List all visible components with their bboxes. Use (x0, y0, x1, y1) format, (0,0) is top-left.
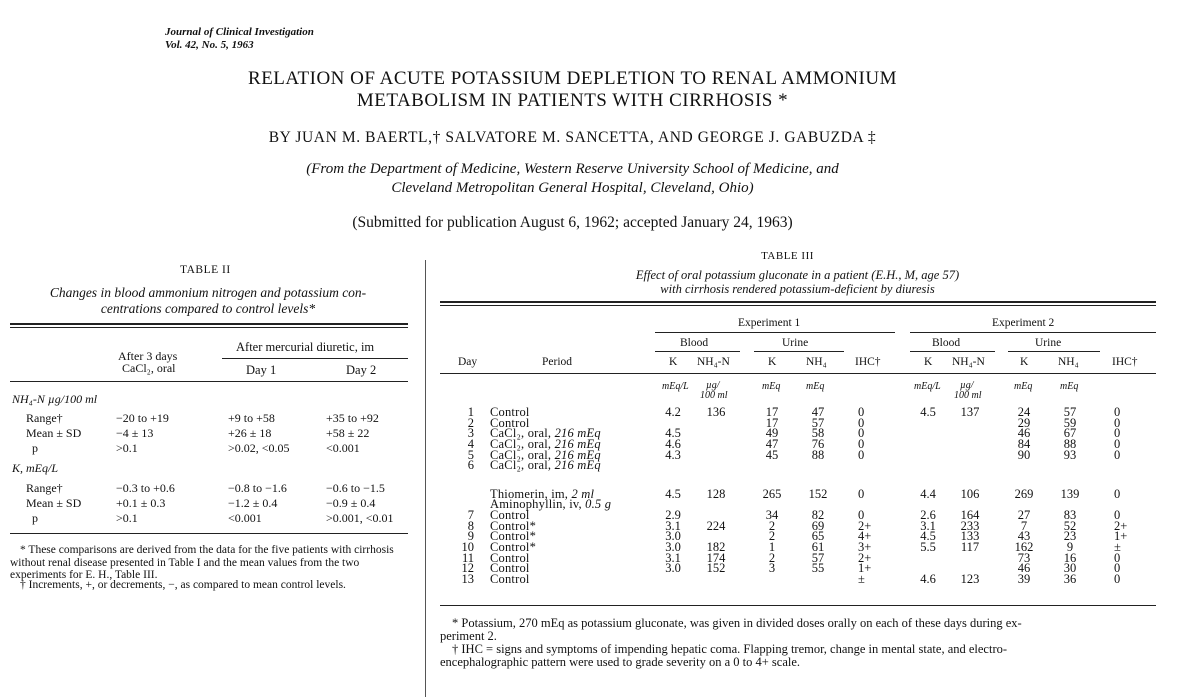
t3-e1-urine-nh4: 47 (811, 405, 825, 419)
t3-e1-urine-k: 2 (768, 518, 776, 533)
column-divider (425, 260, 426, 697)
journal-citation (165, 26, 314, 52)
t3-e1-blood-nh4n: 128 (706, 486, 726, 501)
t3-urine2-rule (1008, 351, 1100, 352)
t3-day: 4 (467, 437, 474, 451)
table2-desc-line-1: Changes in blood ammonium nitrogen and potassium con- (49, 285, 367, 300)
t3-blood2: Blood (932, 337, 961, 349)
t3-e1-blood-k: 4.5 (665, 486, 681, 501)
t3-day: 10 (461, 540, 474, 554)
t3-e1-blood-k: 4.5 (665, 426, 681, 440)
t3-unit: mEq/L (662, 381, 689, 392)
t2-col-after: After 3 days (118, 349, 178, 363)
t3-col-ihc: IHC† (855, 356, 881, 368)
table3-description (440, 268, 1155, 296)
t3-col-nh4n: NH₄-N (952, 356, 985, 368)
t3-unit: 100 ml (700, 390, 728, 401)
t2-cell: −0.6 to −1.5 (326, 481, 385, 495)
t3-footnote-2-line-2: encephalographic pattern were used to grade severity on a 0 to 4+ scale. (440, 655, 801, 669)
t3-day: 9 (467, 529, 474, 543)
t3-e1-ihc: 4+ (858, 529, 872, 543)
t3-e1-urine-k: 47 (765, 437, 779, 451)
t2-label: Mean ± SD (26, 496, 82, 510)
t3-e2-urine-k: 162 (1014, 540, 1034, 554)
t3-period: Control* (490, 518, 537, 533)
t2-header-rule (10, 381, 408, 382)
t3-e2-urine-k: 84 (1017, 437, 1031, 451)
t3-day: 8 (467, 518, 474, 533)
t3-e2-blood-nh4n: 117 (960, 540, 980, 554)
table2-top-rule (10, 323, 408, 325)
t3-day: 2 (467, 415, 474, 430)
t3-blood1: Blood (680, 337, 709, 349)
t3-col-nh4: NH₄ (1058, 356, 1079, 368)
t3-e1-ihc: 0 (858, 426, 865, 440)
t3-e2-urine-k: 39 (1017, 571, 1031, 586)
t3-e2-urine-nh4: 9 (1066, 540, 1074, 554)
t3-e1-blood-nh4n: 152 (706, 561, 726, 575)
t3-footnote-1 (440, 617, 1158, 669)
t2-cell: >0.1 (116, 511, 138, 525)
t2-cell: −4 ± 13 (116, 426, 154, 440)
t3-e2-blood-k: 3.1 (920, 518, 936, 533)
t3-e1-ihc: 3+ (858, 540, 872, 554)
t3-e1-ihc: 2+ (858, 518, 872, 533)
t2-footnote-2: † Increments, +, or decrements, −, as compared to mean control levels. (20, 579, 346, 591)
t3-col-k: K (924, 356, 933, 368)
t3-day: 3 (467, 426, 474, 440)
t3-e1-blood-k: 4.2 (665, 405, 681, 419)
t3-e1-urine-nh4: 55 (811, 561, 825, 575)
t3-e1-ihc: 1+ (858, 561, 872, 575)
t3-e2-blood-k: 5.5 (920, 540, 936, 554)
t3-e1-ihc: 0 (858, 415, 865, 430)
t3-day: 6 (467, 458, 474, 472)
t3-period: Control* (490, 540, 537, 554)
t3-period: CaCl₂, oral, 216 mEq (490, 447, 601, 462)
t2-col-day2: Day 2 (346, 363, 377, 377)
t3-unit: mEq (1014, 381, 1033, 392)
t2-col-mercurial: After mercurial diuretic, im (236, 340, 375, 354)
t3-e1-urine-nh4: 76 (811, 437, 825, 451)
submission-dates: (Submitted for publication August 6, 1962; accepted January 24, 1963) (352, 214, 793, 231)
t2-cell: −0.9 ± 0.4 (326, 496, 376, 510)
table2-desc-line-2: centrations compared to control levels* (100, 301, 316, 316)
t3-e2-urine-nh4: 59 (1063, 415, 1077, 430)
t3-e2-blood-nh4n: 233 (960, 518, 980, 533)
t3-period: CaCl₂, oral, 216 mEq (490, 458, 601, 472)
t3-e2-urine-nh4: 23 (1063, 529, 1077, 543)
affiliation-line-1: (From the Department of Medicine, Western Reserve University School of Medicine, and (306, 161, 839, 177)
journal-volume: Vol. 42, No. 5, 1963 (165, 39, 254, 51)
t3-e1-urine-nh4: 58 (811, 426, 825, 440)
t3-exp2-rule (910, 332, 1156, 333)
t3-e2-blood-k: 4.5 (920, 405, 936, 419)
t3-blood1-rule (655, 351, 740, 352)
t3-e2-urine-nh4: 57 (1063, 405, 1077, 419)
t3-e1-ihc: 0 (858, 437, 865, 451)
t3-e1-blood-nh4n: 174 (706, 550, 726, 565)
t3-e2-ihc: 2+ (1114, 518, 1128, 533)
t3-exp1: Experiment 1 (738, 317, 801, 329)
title-line-2: METABOLISM IN PATIENTS WITH CIRRHOSIS * (356, 90, 789, 111)
t3-e1-blood-k: 3.1 (665, 518, 681, 533)
t3-urine2: Urine (1035, 337, 1062, 349)
t3-e2-blood-nh4n: 133 (960, 529, 980, 543)
t3-period: Control (490, 571, 530, 586)
t3-e2-urine-nh4: 30 (1063, 561, 1077, 575)
t3-e1-urine-nh4: 69 (811, 518, 825, 533)
t3-e1-blood-k: 4.6 (665, 437, 681, 451)
t3-period: Control (490, 507, 530, 522)
table2-caption: TABLE II (180, 264, 231, 276)
t3-e1-urine-nh4: 65 (811, 529, 825, 543)
t2-cell: −0.3 to +0.6 (116, 481, 175, 495)
t3-e2-ihc: 0 (1114, 550, 1121, 565)
journal-name: Journal of Clinical Investigation (165, 26, 314, 38)
t3-e1-ihc: 2+ (858, 550, 872, 565)
t3-e2-ihc: ± (1114, 540, 1121, 554)
t3-e1-urine-k: 2 (768, 550, 776, 565)
t3-e2-ihc: 0 (1114, 507, 1121, 522)
table2-top-rule-thin (10, 327, 408, 328)
t3-col-k: K (1020, 356, 1029, 368)
t3-e2-urine-k: 46 (1017, 561, 1031, 575)
t3-e1-blood-k: 3.0 (665, 561, 681, 575)
t3-e1-urine-k: 1 (768, 540, 776, 554)
t3-e2-urine-nh4: 36 (1063, 571, 1077, 586)
t3-e1-urine-nh4: 57 (811, 550, 825, 565)
t3-e2-urine-k: 43 (1017, 529, 1031, 543)
t3-exp1-rule (655, 332, 895, 333)
t3-e1-ihc: 0 (858, 486, 865, 501)
t2-col-day1: Day 1 (246, 363, 277, 377)
t3-e1-blood-k: 2.9 (665, 507, 681, 522)
t3-col-nh4: NH₄ (806, 356, 827, 368)
t3-e1-urine-k: 3 (768, 561, 776, 575)
t2-footnote-1: * These comparisons are derived from the data for the five patients with cirrhosis without renal disease presented in Table I and the mean values from the two experiments for E. H., Table III. (10, 544, 394, 581)
t3-e2-urine-k: 90 (1017, 447, 1031, 462)
t3-e2-urine-nh4: 67 (1063, 426, 1077, 440)
t3-day: 1 (467, 405, 474, 419)
t3-period: Control (490, 550, 530, 565)
t3-e1-urine-nh4: 82 (811, 507, 825, 522)
t3-footnote-1-line-2: periment 2. (440, 629, 497, 643)
t2-col-after-2: CaCl₂, oral (122, 361, 176, 375)
t3-e1-blood-k: 4.3 (665, 447, 681, 462)
t2-cell: >0.1 (116, 441, 138, 455)
t3-unit: mEq (1060, 381, 1079, 392)
t3-e2-blood-k: 4.6 (920, 571, 936, 586)
t3-e1-blood-nh4n: 136 (706, 405, 726, 419)
t3-e2-urine-k: 46 (1017, 426, 1031, 440)
t3-day: 7 (467, 507, 474, 522)
t3-e1-urine-k: 265 (762, 486, 782, 501)
t2-cell: +9 to +58 (228, 411, 275, 425)
t3-blood2-rule (910, 351, 995, 352)
t3-e2-ihc: 0 (1114, 571, 1121, 586)
table3-desc-line-1: Effect of oral potassium gluconate in a patient (E.H., M, age 57) (635, 268, 960, 282)
t3-unit: mEq (806, 381, 825, 392)
t2-cell: >0.02, <0.05 (228, 441, 290, 455)
affiliation (0, 160, 1145, 198)
t3-e1-urine-nh4: 57 (811, 415, 825, 430)
t2-label: Range† (26, 481, 63, 495)
t2-bottom-rule (10, 533, 408, 534)
t3-e2-blood-k: 2.6 (920, 507, 936, 522)
t3-header-rule (440, 373, 1156, 374)
t2-cell: <0.001 (326, 441, 360, 455)
t3-col-k: K (768, 356, 777, 368)
t3-e1-urine-k: 45 (765, 447, 779, 462)
authors: BY JUAN M. BAERTL,† SALVATORE M. SANCETTA, AND GEORGE J. GABUZDA ‡ (268, 129, 877, 146)
t3-e2-urine-k: 73 (1017, 550, 1031, 565)
t3-e2-urine-nh4: 88 (1063, 437, 1077, 451)
t3-e1-ihc: 0 (858, 507, 865, 522)
table2-description (8, 285, 408, 317)
t3-day: 5 (467, 447, 474, 462)
t3-e2-ihc: 0 (1114, 447, 1121, 462)
t3-e2-blood-nh4n: 123 (960, 571, 980, 586)
t2-cell: <0.001 (228, 511, 262, 525)
t3-period: CaCl₂, oral, 216 mEq (490, 426, 601, 440)
t3-unit: 100 ml (954, 390, 982, 401)
t3-footnote-1-line-1: * Potassium, 270 mEq as potassium gluconate, was given in divided doses orally on each of these days during ex- (452, 616, 1022, 630)
t2-label: p (32, 511, 38, 525)
t3-e2-blood-nh4n: 137 (960, 405, 980, 419)
t3-e1-ihc: 0 (858, 447, 865, 462)
t3-e2-blood-nh4n: 164 (960, 507, 980, 522)
t3-unit: µg/ (706, 380, 720, 391)
t2-section-nh4: NH₄-N µg/100 ml (12, 392, 98, 406)
t3-e2-urine-nh4: 93 (1063, 447, 1077, 462)
t3-e2-ihc: 0 (1114, 415, 1121, 430)
t3-col-nh4n: NH₄-N (697, 356, 730, 368)
t3-e1-urine-nh4: 61 (811, 540, 825, 554)
t3-e1-blood-k: 3.1 (665, 550, 681, 565)
t3-period: Control (490, 405, 530, 419)
t3-unit: mEq/L (914, 381, 941, 392)
t2-cell: +0.1 ± 0.3 (116, 496, 166, 510)
t2-cell: −0.8 to −1.6 (228, 481, 287, 495)
t3-e2-blood-k: 4.5 (920, 529, 936, 543)
t3-urine1: Urine (782, 337, 809, 349)
t3-period: Control* (490, 529, 537, 543)
t3-e2-urine-k: 24 (1017, 405, 1031, 419)
t3-e1-urine-k: 2 (768, 529, 776, 543)
paper-title (0, 68, 1145, 112)
t3-e1-ihc: 0 (858, 405, 865, 419)
t3-e1-blood-nh4n: 224 (706, 518, 726, 533)
t3-e2-ihc: 0 (1114, 486, 1121, 501)
t3-exp2: Experiment 2 (992, 317, 1055, 329)
t3-period: Aminophyllin, iv, 0.5 g (490, 497, 612, 511)
table3-top-rule (440, 301, 1156, 303)
t3-e1-urine-nh4: 152 (808, 486, 828, 501)
t2-cell: >0.001, <0.01 (326, 511, 394, 525)
t3-e1-urine-k: 17 (765, 415, 779, 430)
t3-e2-ihc: 1+ (1114, 529, 1128, 543)
t3-col-period: Period (542, 356, 573, 368)
t3-e2-ihc: 0 (1114, 437, 1121, 451)
t3-e1-blood-k: 3.0 (665, 529, 681, 543)
t2-label: Range† (26, 411, 63, 425)
t3-unit: mEq (762, 381, 781, 392)
t2-label: Mean ± SD (26, 426, 82, 440)
t2-cell: +58 ± 22 (326, 426, 370, 440)
t3-e1-blood-k: 3.0 (665, 540, 681, 554)
t3-period: CaCl₂, oral, 216 mEq (490, 437, 601, 451)
t3-e1-blood-nh4n: 182 (706, 540, 726, 554)
t3-col-ihc: IHC† (1112, 356, 1138, 368)
t3-e2-urine-k: 27 (1017, 507, 1031, 522)
table3-top-rule-thin (440, 305, 1156, 306)
t3-e1-urine-k: 17 (765, 405, 779, 419)
t3-e2-urine-nh4: 83 (1063, 507, 1077, 522)
t2-cell: −1.2 ± 0.4 (228, 496, 278, 510)
t3-footnote-2-line-1: † IHC = signs and symptoms of impending hepatic coma. Flapping tremor, change in mental state, and electro- (452, 642, 1008, 656)
table3-caption: TABLE III (761, 250, 814, 262)
t2-label: p (32, 441, 38, 455)
t3-e2-urine-nh4: 16 (1063, 550, 1077, 565)
t3-period: Control (490, 561, 530, 575)
t3-e1-ihc: ± (858, 571, 865, 586)
t3-e2-urine-k: 269 (1014, 486, 1034, 501)
t3-e2-ihc: 0 (1114, 426, 1121, 440)
t3-e1-urine-nh4: 88 (811, 447, 825, 462)
t3-e1-urine-k: 34 (765, 507, 779, 522)
t3-e2-ihc: 0 (1114, 561, 1121, 575)
t3-day: 12 (461, 561, 474, 575)
t3-e1-urine-k: 49 (765, 426, 779, 440)
t2-cell: +26 ± 18 (228, 426, 272, 440)
affiliation-line-2: Cleveland Metropolitan General Hospital, Cleveland, Ohio) (391, 180, 754, 196)
t2-cell: +35 to +92 (326, 411, 379, 425)
t3-e2-urine-nh4: 139 (1060, 486, 1080, 501)
t2-cell: −20 to +19 (116, 411, 169, 425)
t2-mercurial-rule (222, 358, 408, 359)
title-line-1: RELATION OF ACUTE POTASSIUM DEPLETION TO RENAL AMMONIUM (248, 68, 897, 89)
table3-desc-line-2: with cirrhosis rendered potassium-deficient by diuresis (660, 282, 935, 296)
t3-unit: µg/ (960, 380, 974, 391)
t3-col-day: Day (458, 356, 478, 368)
t3-day: 11 (461, 550, 474, 565)
t3-e2-urine-nh4: 52 (1063, 518, 1077, 533)
t3-bottom-rule (440, 605, 1156, 606)
t3-e2-urine-k: 29 (1017, 415, 1031, 430)
t3-e2-blood-nh4n: 106 (960, 486, 980, 501)
t3-day: 13 (461, 571, 474, 586)
t3-period: Thiomerin, im, 2 ml (490, 486, 595, 501)
t3-e2-urine-k: 7 (1020, 518, 1028, 533)
t3-e2-blood-k: 4.4 (920, 486, 936, 501)
t3-period: Control (490, 415, 530, 430)
t3-e2-ihc: 0 (1114, 405, 1121, 419)
t2-section-k: K, mEq/L (12, 461, 59, 475)
t3-urine1-rule (754, 351, 844, 352)
t3-col-k: K (669, 356, 678, 368)
